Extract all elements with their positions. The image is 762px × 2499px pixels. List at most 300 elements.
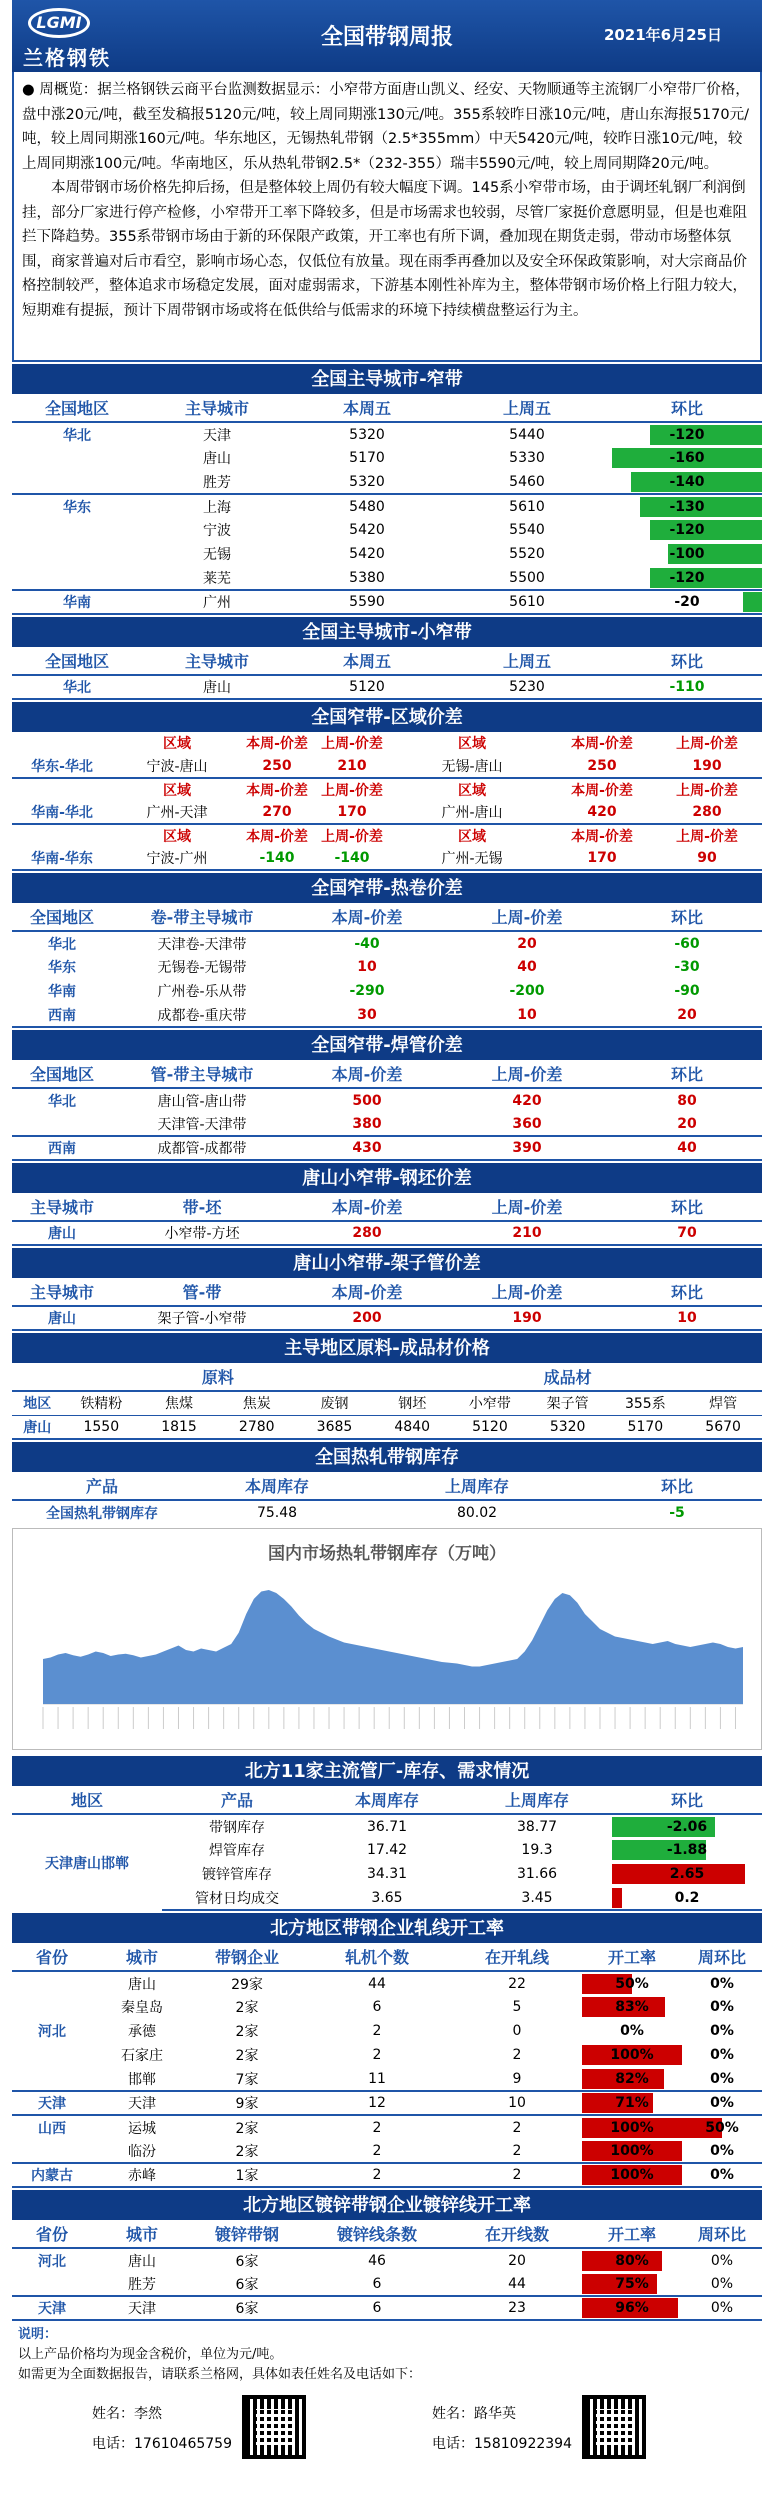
contact-1-name: 姓名：李然	[92, 2403, 162, 2423]
scaffold-pipe-spread-table	[12, 1278, 762, 1331]
count-cell: 6	[302, 1995, 452, 2019]
city-cell: 唐山	[12, 1221, 112, 1245]
spread-cell: 390	[442, 1136, 612, 1160]
column-header: 焊管	[684, 1391, 762, 1415]
qr-code-2	[582, 2395, 646, 2459]
column-header: 主导城市	[12, 1193, 112, 1221]
bar-fill	[650, 568, 762, 588]
raw-group-label: 原料	[62, 1363, 373, 1391]
region-cell: 华东	[12, 955, 112, 979]
city-pair-cell: 广州卷-乐从带	[112, 979, 292, 1003]
change-cell	[612, 1886, 762, 1910]
column-header: 镀锌带钢	[192, 2220, 302, 2248]
count-cell: 2	[302, 2139, 452, 2163]
change-bar: 100%	[582, 2141, 682, 2161]
enterprise-cell: 2家	[192, 2115, 302, 2139]
column-header: 本周-价差	[292, 1193, 442, 1221]
week-change-cell: 0%	[682, 1995, 762, 2019]
section-title: 全国窄带-区域价差	[12, 700, 762, 732]
column-header: 环比	[612, 1193, 762, 1221]
column-header: 轧机个数	[302, 1943, 452, 1971]
section-title: 全国窄带-焊管价差	[12, 1028, 762, 1060]
column-header: 焦煤	[140, 1391, 218, 1415]
note-line: 以上产品价格均为现金含税价，单位为元/吨。	[18, 2345, 756, 2365]
column-header: 环比	[612, 394, 762, 422]
province-cell: 河北	[12, 2019, 92, 2043]
enterprise-cell: 2家	[192, 2043, 302, 2067]
column-header: 地区	[12, 1391, 62, 1415]
city-cell: 莱芜	[142, 566, 292, 590]
spread-cell: 250	[552, 754, 652, 778]
pair-cell: 广州-唐山	[392, 800, 552, 824]
finished-group-label: 成品材	[373, 1363, 762, 1391]
price-cell: 5460	[442, 470, 612, 494]
change-bar: -120	[612, 425, 762, 445]
region-cell: 唐山	[12, 1415, 62, 1439]
city-cell: 临汾	[92, 2139, 192, 2163]
sub-header: 本周-价差	[552, 824, 652, 846]
week-change-cell: 0%	[682, 2067, 762, 2091]
column-header: 本周库存	[312, 1786, 462, 1814]
spread-cell: 190	[652, 754, 762, 778]
spread-cell: -40	[292, 931, 442, 955]
section-title: 北方地区带钢企业轧线开工率	[12, 1911, 762, 1943]
change-bar: 71%	[582, 2093, 682, 2113]
spread-cell: -290	[292, 979, 442, 1003]
bar-fill	[743, 592, 762, 612]
column-header: 焦炭	[218, 1391, 296, 1415]
change-cell	[612, 566, 762, 590]
column-header: 管-带主导城市	[112, 1060, 292, 1088]
column-header: 产品	[12, 1472, 192, 1500]
count-cell: 6	[302, 2296, 452, 2320]
enterprise-cell: 2家	[192, 2139, 302, 2163]
spread-cell: 190	[442, 1306, 612, 1330]
column-header: 本周-价差	[292, 1278, 442, 1306]
sub-header: 本周-价差	[242, 732, 312, 754]
week-change-cell: 0%	[682, 2091, 762, 2115]
pipe-mill-inventory-table	[12, 1786, 762, 1911]
change-bar: 83%	[582, 1997, 682, 2017]
count-cell: 5	[452, 1995, 582, 2019]
count-cell: 12	[302, 2091, 452, 2115]
count-cell: 2	[302, 2115, 452, 2139]
city-pair-cell: 成都卷-重庆带	[112, 1003, 292, 1027]
change-cell	[612, 446, 762, 470]
column-header: 环比	[612, 1278, 762, 1306]
galvanizing-rate-table	[12, 2220, 762, 2321]
change-cell: 10	[612, 1306, 762, 1330]
column-header: 全国地区	[12, 1060, 112, 1088]
product-cell: 焊管库存	[162, 1838, 312, 1862]
price-cell: 5610	[442, 494, 612, 518]
region-cell: 华北	[12, 675, 142, 699]
sub-header: 上周-价差	[652, 778, 762, 800]
city-cell: 宁波	[142, 518, 292, 542]
city-cell: 唐山	[142, 446, 292, 470]
column-header: 上周五	[442, 647, 612, 675]
change-cell: 20	[612, 1003, 762, 1027]
section-title: 北方11家主流管厂-库存、需求情况	[12, 1754, 762, 1786]
note-line: 如需更为全面数据报告，请联系兰格网，具体如表任姓名及电话如下：	[18, 2365, 756, 2385]
city-pair-cell: 天津卷-天津带	[112, 931, 292, 955]
region-cell	[12, 1112, 112, 1136]
price-cell: 5440	[442, 422, 612, 446]
section-title: 全国热轧带钢库存	[12, 1440, 762, 1472]
spread-cell: -140	[312, 846, 392, 870]
change-bar: 0%	[582, 2021, 682, 2041]
region-cell	[12, 518, 142, 542]
change-cell	[612, 518, 762, 542]
change-bar: 100%	[582, 2165, 682, 2185]
city-cell: 赤峰	[92, 2163, 192, 2187]
column-header: 卷-带主导城市	[112, 903, 292, 931]
enterprise-cell: 6家	[192, 2248, 302, 2272]
region-cell	[12, 566, 142, 590]
count-cell: 9	[452, 2067, 582, 2091]
column-header: 上周-价差	[442, 1193, 612, 1221]
region-pair: 华南-华东	[12, 846, 112, 870]
product-cell: 带钢库存	[162, 1814, 312, 1838]
spread-cell: 280	[652, 800, 762, 824]
enterprise-cell: 2家	[192, 2019, 302, 2043]
rate-cell	[582, 2091, 682, 2115]
intro-summary	[12, 72, 762, 362]
column-header: 带-坯	[112, 1193, 292, 1221]
narrow-strip-table	[12, 394, 762, 615]
bar-fill	[612, 1888, 622, 1908]
city-cell: 天津	[92, 2296, 192, 2320]
city-cell: 天津	[142, 422, 292, 446]
region-cell: 天津唐山邯郸	[12, 1814, 162, 1910]
price-cell: 5230	[442, 675, 612, 699]
rate-cell	[582, 2067, 682, 2091]
rate-cell	[582, 2043, 682, 2067]
change-bar: 80%	[582, 2251, 682, 2271]
province-cell: 内蒙古	[12, 2163, 92, 2187]
change-cell: 20	[612, 1112, 762, 1136]
spread-cell: 380	[292, 1112, 442, 1136]
price-cell: 5420	[292, 542, 442, 566]
column-header: 省份	[12, 2220, 92, 2248]
rate-cell	[582, 2296, 682, 2320]
spread-cell: 420	[552, 800, 652, 824]
sub-header: 本周-价差	[552, 732, 652, 754]
change-cell	[612, 494, 762, 518]
change-bar: 50%	[682, 2118, 762, 2138]
section-title: 唐山小窄带-架子管价差	[12, 1246, 762, 1278]
count-cell: 2	[452, 2115, 582, 2139]
sub-header: 本周-价差	[242, 778, 312, 800]
section-title: 唐山小窄带-钢坯价差	[12, 1161, 762, 1193]
change-bar: 100%	[582, 2045, 682, 2065]
region-cell: 华北	[12, 1088, 112, 1112]
region-pair: 华东-华北	[12, 754, 112, 778]
price-cell: 5120	[292, 675, 442, 699]
count-cell: 10	[452, 2091, 582, 2115]
column-header: 本周-价差	[292, 903, 442, 931]
province-cell: 河北	[12, 2248, 92, 2272]
column-header: 本周库存	[192, 1472, 362, 1500]
count-cell: 2	[302, 2019, 452, 2043]
price-cell: 5320	[292, 470, 442, 494]
change-bar: -160	[612, 448, 762, 468]
enterprise-cell: 1家	[192, 2163, 302, 2187]
bar-fill	[650, 425, 762, 445]
enterprise-cell: 2家	[192, 1995, 302, 2019]
chart-title: 国内市场热轧带钢库存（万吨）	[268, 1543, 506, 1564]
product-cell: 全国热轧带钢库存	[12, 1500, 192, 1524]
price-cell: 5540	[442, 518, 612, 542]
price-cell: 5610	[442, 590, 612, 614]
spacer	[12, 824, 112, 846]
region-cell: 华北	[12, 931, 112, 955]
spread-cell: 210	[312, 754, 392, 778]
column-header: 架子管	[529, 1391, 607, 1415]
change-bar: 75%	[582, 2274, 682, 2294]
region-pair: 华南-华北	[12, 800, 112, 824]
sub-header: 区域	[112, 732, 242, 754]
city-cell: 唐山	[142, 675, 292, 699]
price-cell: 5670	[684, 1415, 762, 1439]
inventory-cell: 75.48	[192, 1500, 362, 1524]
region-cell: 华北	[12, 422, 142, 446]
inventory-cell: 31.66	[462, 1862, 612, 1886]
price-cell: 5170	[607, 1415, 685, 1439]
enterprise-cell: 7家	[192, 2067, 302, 2091]
spread-cell: 430	[292, 1136, 442, 1160]
report-title: 全国带钢周报	[12, 20, 762, 51]
count-cell: 2	[302, 2163, 452, 2187]
intro-analysis: 本周带钢市场价格先抑后扬，但是整体较上周仍有较大幅度下调。145系小窄带市场，由于调坯轧钢厂利润倒挂，部分厂家进行停产检修，小窄带开工率下降较多，但是市场需求也较弱，尽管厂家挺价意愿明显，但是也难阻拦下降趋势。355系带钢市场由于新的环保限产政策，开工率也有所下调，叠加现在期货走弱，带动市场整体氛围，商家普遍对后市看空，影响市场心态，仅低位有放量。现在雨季再叠加以及安全环保政策影响，对大宗商品价格控制较严，整体追求市场稳定发展，面对虚弱需求，下游基本刚性补库为主，整体带钢市场价格上行阻力较大，短期难有提振，预计下周带钢市场或将在低供给与低需求的环境下持续横盘整运行为主。	[22, 176, 752, 323]
city-pair-cell: 唐山管-唐山带	[112, 1088, 292, 1112]
price-cell: 3685	[296, 1415, 374, 1439]
city-cell: 承德	[92, 2019, 192, 2043]
price-cell: 5590	[292, 590, 442, 614]
rate-cell	[582, 2019, 682, 2043]
week-change-cell: 0%	[682, 2248, 762, 2272]
count-cell: 23	[452, 2296, 582, 2320]
sub-header: 上周-价差	[312, 778, 392, 800]
city-cell: 唐山	[92, 2248, 192, 2272]
city-cell: 秦皇岛	[92, 1995, 192, 2019]
change-cell	[612, 1838, 762, 1862]
region-cell	[12, 446, 142, 470]
change-bar: 50%	[582, 1974, 682, 1994]
column-header: 环比	[612, 1060, 762, 1088]
logo-cn: 兰格钢铁	[22, 42, 112, 71]
region-cell	[12, 542, 142, 566]
mill-operating-rate-table	[12, 1943, 762, 2188]
week-change-cell	[682, 2115, 762, 2139]
spread-cell: 10	[442, 1003, 612, 1027]
welded-pipe-spread-table	[12, 1060, 762, 1161]
count-cell: 6	[302, 2272, 452, 2296]
column-header: 本周五	[292, 647, 442, 675]
qr-code-1	[242, 2395, 306, 2459]
column-header: 带钢企业	[192, 1943, 302, 1971]
sub-header: 区域	[392, 778, 552, 800]
province-cell: 天津	[12, 2296, 92, 2320]
price-cell: 5320	[529, 1415, 607, 1439]
column-header: 全国地区	[12, 647, 142, 675]
change-cell	[612, 1862, 762, 1886]
contact-block	[12, 2389, 762, 2499]
count-cell: 20	[452, 2248, 582, 2272]
spread-cell: 30	[292, 1003, 442, 1027]
product-cell: 管材日均成交	[162, 1886, 312, 1910]
count-cell: 11	[302, 2067, 452, 2091]
logo-text: LGMI	[28, 8, 90, 38]
column-header: 废钢	[296, 1391, 374, 1415]
province-cell	[12, 1971, 92, 1995]
week-change-cell: 0%	[682, 2019, 762, 2043]
report-date: 2021年6月25日	[604, 24, 722, 45]
column-header: 上周-价差	[442, 1060, 612, 1088]
change-bar: -120	[612, 520, 762, 540]
city-cell: 唐山	[92, 1971, 192, 1995]
rate-cell	[582, 2248, 682, 2272]
spread-cell: 20	[442, 931, 612, 955]
column-header: 本周五	[292, 394, 442, 422]
change-bar: 82%	[582, 2069, 682, 2089]
column-header: 开工率	[582, 1943, 682, 1971]
column-header: 上周-价差	[442, 903, 612, 931]
contact-1-phone: 电话：17610465759	[92, 2433, 232, 2453]
spread-cell: 360	[442, 1112, 612, 1136]
column-header: 钢坯	[373, 1391, 451, 1415]
sub-header: 区域	[112, 778, 242, 800]
week-change-cell: 0%	[682, 2272, 762, 2296]
region-cell: 西南	[12, 1003, 112, 1027]
inventory-cell: 34.31	[312, 1862, 462, 1886]
spacer	[12, 732, 112, 754]
pair-cell: 宁波-广州	[112, 846, 242, 870]
spread-cell: 280	[292, 1221, 442, 1245]
count-cell: 22	[452, 1971, 582, 1995]
column-header: 管-带	[112, 1278, 292, 1306]
pair-cell: 宁波-唐山	[112, 754, 242, 778]
change-cell: -60	[612, 931, 762, 955]
enterprise-cell: 6家	[192, 2296, 302, 2320]
sub-header: 上周-价差	[312, 824, 392, 846]
pair-cell: 广州-无锡	[392, 846, 552, 870]
item-cell: 架子管-小窄带	[112, 1306, 292, 1330]
rate-cell	[582, 2139, 682, 2163]
billet-spread-table	[12, 1193, 762, 1246]
region-cell: 华东	[12, 494, 142, 518]
rate-cell	[582, 2272, 682, 2296]
enterprise-cell: 29家	[192, 1971, 302, 1995]
price-cell: 1815	[140, 1415, 218, 1439]
column-header: 周环比	[682, 2220, 762, 2248]
change-bar: -130	[612, 497, 762, 517]
price-cell: 4840	[373, 1415, 451, 1439]
count-cell: 44	[302, 1971, 452, 1995]
column-header: 环比	[612, 1786, 762, 1814]
column-header: 小窄带	[451, 1391, 529, 1415]
count-cell: 2	[452, 2163, 582, 2187]
column-header: 主导城市	[142, 394, 292, 422]
column-header: 城市	[92, 2220, 192, 2248]
column-header: 上周五	[442, 394, 612, 422]
change-cell: -110	[612, 675, 762, 699]
section-title: 全国窄带-热卷价差	[12, 871, 762, 903]
column-header: 本周-价差	[292, 1060, 442, 1088]
city-cell: 胜芳	[92, 2272, 192, 2296]
spread-cell: 210	[442, 1221, 612, 1245]
count-cell: 2	[452, 2043, 582, 2067]
price-cell: 5380	[292, 566, 442, 590]
spread-cell: -140	[242, 846, 312, 870]
pair-cell: 无锡-唐山	[392, 754, 552, 778]
inventory-area	[43, 1590, 743, 1704]
city-pair-cell: 天津管-天津带	[112, 1112, 292, 1136]
price-cell: 5480	[292, 494, 442, 518]
column-header: 环比	[592, 1472, 762, 1500]
price-cell: 1550	[62, 1415, 140, 1439]
column-header: 开工率	[582, 2220, 682, 2248]
contact-2-name: 姓名：路华英	[432, 2403, 516, 2423]
count-cell: 0	[452, 2019, 582, 2043]
note-label: 说明：	[18, 2325, 756, 2345]
column-header: 铁精粉	[62, 1391, 140, 1415]
column-header: 主导城市	[12, 1278, 112, 1306]
column-header: 周环比	[682, 1943, 762, 1971]
sub-header: 本周-价差	[552, 778, 652, 800]
product-cell: 镀锌管库存	[162, 1862, 312, 1886]
spread-cell: 500	[292, 1088, 442, 1112]
column-header: 环比	[612, 903, 762, 931]
change-cell	[612, 590, 762, 614]
spacer	[12, 778, 112, 800]
week-change-cell: 0%	[682, 2296, 762, 2320]
spread-cell: -200	[442, 979, 612, 1003]
column-header: 上周-价差	[442, 1278, 612, 1306]
spread-cell: 200	[292, 1306, 442, 1330]
section-title: 北方地区镀锌带钢企业镀锌线开工率	[12, 2188, 762, 2220]
change-bar: -1.88	[612, 1840, 762, 1860]
rate-cell	[582, 2115, 682, 2139]
change-bar: -140	[612, 472, 762, 492]
change-cell	[612, 422, 762, 446]
change-bar: 96%	[582, 2298, 682, 2318]
section-title: 全国主导城市-窄带	[12, 362, 762, 394]
city-cell: 唐山	[12, 1306, 112, 1330]
sub-header: 区域	[392, 732, 552, 754]
change-cell: 70	[612, 1221, 762, 1245]
city-cell: 运城	[92, 2115, 192, 2139]
region-cell: 华南	[12, 979, 112, 1003]
spread-cell: 250	[242, 754, 312, 778]
week-change-cell: 0%	[682, 2163, 762, 2187]
inventory-cell: 3.45	[462, 1886, 612, 1910]
change-bar: 0.2	[612, 1888, 762, 1908]
sub-header: 区域	[392, 824, 552, 846]
price-cell: 2780	[218, 1415, 296, 1439]
sub-header: 上周-价差	[652, 824, 762, 846]
price-cell: 5500	[442, 566, 612, 590]
spread-cell: 10	[292, 955, 442, 979]
spread-cell: 90	[652, 846, 762, 870]
column-header: 在开线数	[452, 2220, 582, 2248]
province-cell: 山西	[12, 2115, 92, 2139]
sub-header: 上周-价差	[652, 732, 762, 754]
city-cell: 胜芳	[142, 470, 292, 494]
change-cell	[612, 1814, 762, 1838]
change-cell: 40	[612, 1136, 762, 1160]
change-cell: -90	[612, 979, 762, 1003]
